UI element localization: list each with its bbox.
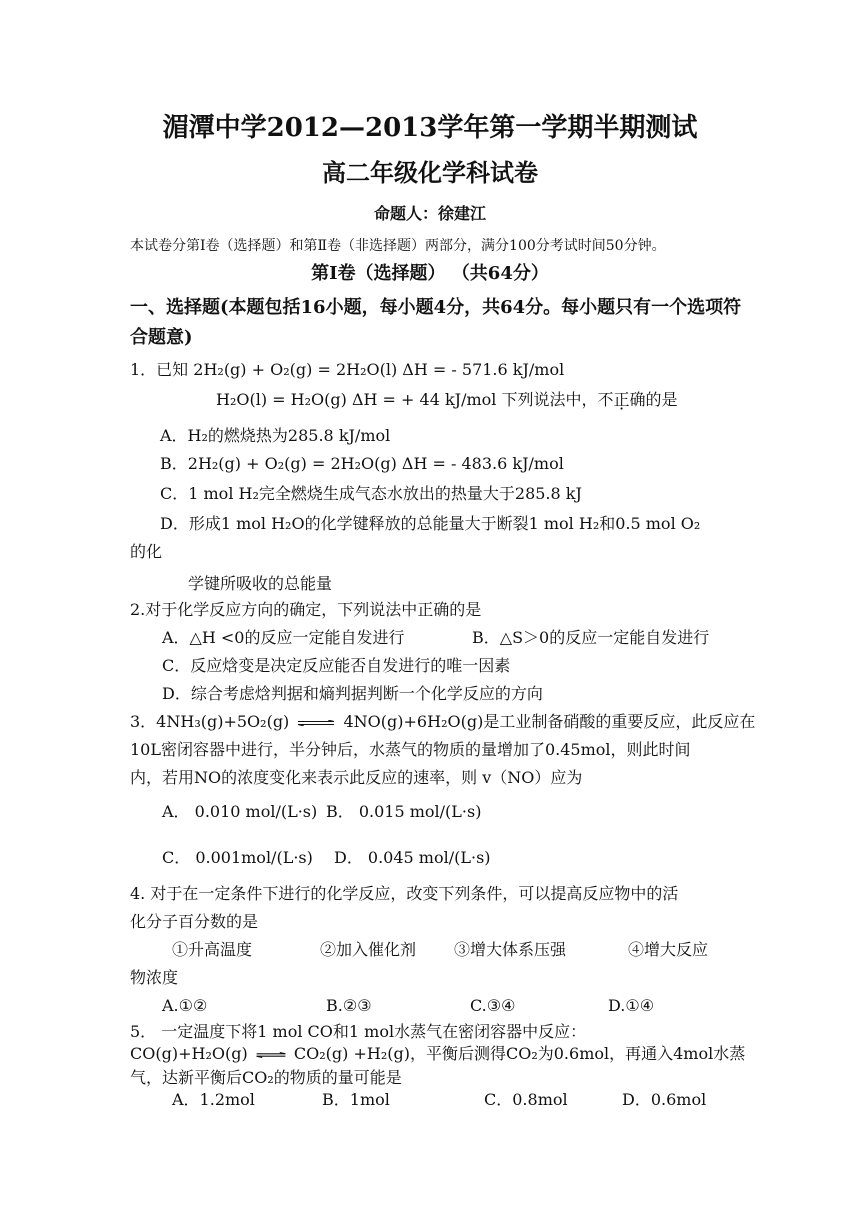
q4-option-c: C.③④ xyxy=(470,996,516,1015)
q3-option-c: C． 0.001mol/(L·s) xyxy=(162,848,313,867)
q3-reactants: 3．4NH₃(g)+5O₂(g) xyxy=(130,712,290,731)
q1-option-b: B．2H₂(g) + O₂(g) = 2H₂O(g) ΔH = - 483.6 kJ/mol xyxy=(160,454,564,473)
q1-stem-end: 的是 xyxy=(645,390,678,409)
q2-stem: 2.对于化学反应方向的确定，下列说法中正确的是 xyxy=(130,600,482,619)
q3-stem-line1 xyxy=(130,712,755,732)
q4-option-b: B.②③ xyxy=(326,996,372,1015)
intro-text: 本试卷分第Ⅰ卷（选择题）和第Ⅱ卷（非选择题）两部分，满分100分考试时间50分钟。 xyxy=(130,238,666,254)
q5-option-a: A．1.2mol xyxy=(172,1090,255,1109)
q2-option-a: A．△H <0的反应一定能自发进行 xyxy=(162,628,405,647)
q5-stem-line3: 气，达新平衡后CO₂的物质的量可能是 xyxy=(130,1068,402,1087)
exam-title: 湄潭中学2012—2013学年第一学期半期测试 xyxy=(162,113,698,143)
q5-products: CO₂(g) +H₂(g)，平衡后测得CO₂为0.6mol，再通入4mol水蒸 xyxy=(293,1044,746,1063)
q3-stem-line2: 10L密闭容器中进行，半分钟后，水蒸气的物质的量增加了0.45mol，则此时间 xyxy=(130,740,691,759)
q4-option-d: D.①④ xyxy=(608,996,655,1015)
q5-stem-line1: 5． 一定温度下将1 mol CO和1 mol水蒸气在密闭容器中反应： xyxy=(130,1022,587,1041)
q5-option-b: B．1mol xyxy=(322,1090,390,1109)
q4-condition-4: ④增大反应 xyxy=(628,940,709,959)
q4-stem-line1: 4. 对于在一定条件下进行的化学反应，改变下列条件，可以提高反应物中的活 xyxy=(130,884,679,903)
section-heading-line2: 合题意) xyxy=(130,327,193,348)
part-one-heading: 第Ⅰ卷（选择题） （共64分） xyxy=(311,263,549,284)
exam-subtitle: 高二年级化学科试卷 xyxy=(322,158,538,187)
q5-reactants: CO(g)+H₂O(g) xyxy=(130,1044,248,1063)
q1-option-c: C．1 mol H₂完全燃烧生成气态水放出的热量大于285.8 kJ xyxy=(160,484,582,503)
q1-option-d-line2: 的化 xyxy=(130,542,163,561)
q3-option-b: B． 0.015 mol/(L·s) xyxy=(326,802,482,821)
q3-option-d: D． 0.045 mol/(L·s) xyxy=(334,848,491,867)
q4-condition-1: ①升高温度 xyxy=(172,940,253,959)
q5-option-c: C．0.8mol xyxy=(484,1090,568,1109)
q1-emphasis: 不正确 xyxy=(597,390,646,409)
q3-stem-line3: 内，若用NO的浓度变化来表示此反应的速率，则 v（NO）应为 xyxy=(130,768,583,787)
q4-stem-line2: 化分子百分数的是 xyxy=(130,912,259,931)
q3-products: 4NO(g)+6H₂O(g)是工业制备硝酸的重要反应，此反应在 xyxy=(343,712,756,731)
q1-stem-text: H₂O(l) = H₂O(g) ΔH = + 44 kJ/mol 下列说法中， xyxy=(216,390,598,409)
equilibrium-arrow-icon xyxy=(255,1052,287,1058)
q2-option-c: C．反应焓变是决定反应能否自发进行的唯一因素 xyxy=(162,656,511,675)
q3-option-a: A． 0.010 mol/(L·s) xyxy=(162,802,318,821)
q4-option-a: A.①② xyxy=(162,996,208,1015)
q4-condition-2: ②加入催化剂 xyxy=(320,940,417,959)
q4-condition-4-cont: 物浓度 xyxy=(130,968,179,987)
q2-option-d: D．综合考虑焓判据和熵判据判断一个化学反应的方向 xyxy=(162,684,543,703)
q5-option-d: D．0.6mol xyxy=(622,1090,707,1109)
q1-stem-line1: 1．已知 2H₂(g) + O₂(g) = 2H₂O(l) ΔH = - 571.6 kJ/mol xyxy=(130,360,565,379)
author: 命题人：徐建江 xyxy=(373,204,486,223)
equilibrium-arrow-icon xyxy=(296,720,336,726)
q2-option-b: B．△S＞0的反应一定能自发进行 xyxy=(472,628,710,647)
q1-option-d-line3: 学键所吸收的总能量 xyxy=(188,574,333,593)
section-heading-line1: 一、选择题(本题包括16小题，每小题4分，共64分。每小题只有一个选项符 xyxy=(130,297,742,318)
q1-option-a: A．H₂的燃烧热为285.8 kJ/mol xyxy=(160,426,391,445)
q4-condition-3: ③增大体系压强 xyxy=(454,940,567,959)
q1-stem-line2 xyxy=(216,390,678,410)
q1-option-d-line1: D．形成1 mol H₂O的化学键释放的总能量大于断裂1 mol H₂和0.5 mol O₂ xyxy=(160,514,701,533)
q5-stem-line2 xyxy=(130,1044,745,1064)
